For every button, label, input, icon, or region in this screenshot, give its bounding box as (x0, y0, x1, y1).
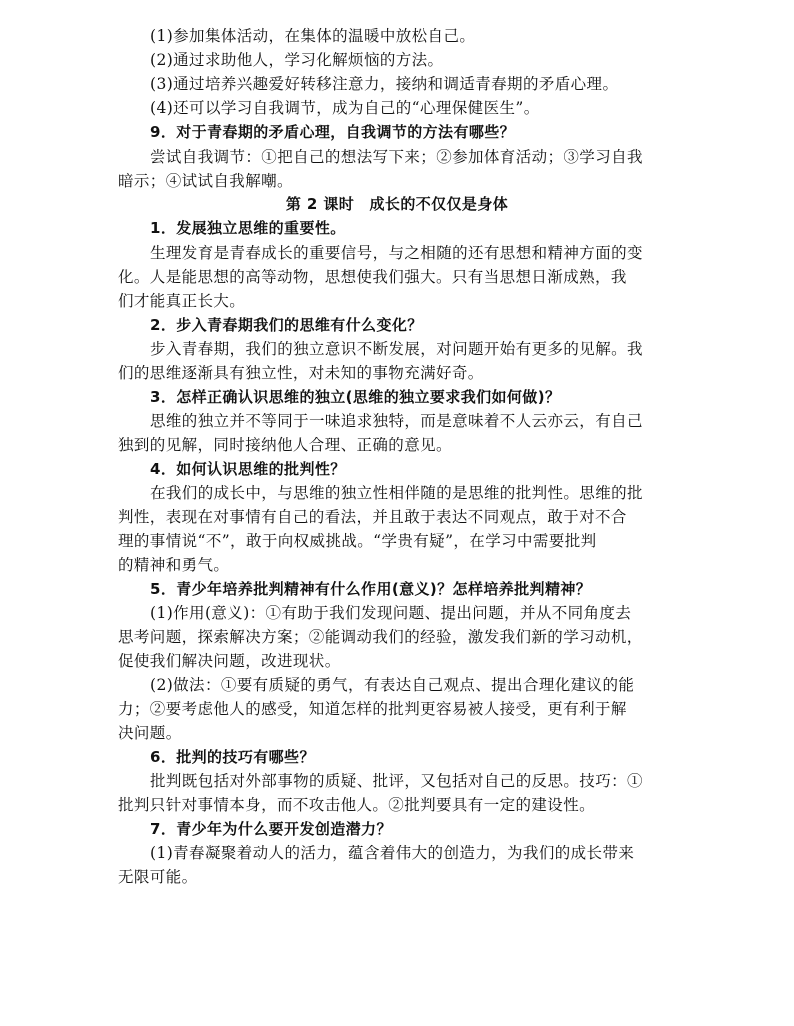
text-line: (1)参加集体活动，在集体的温暖中放松自己。 (150, 27, 476, 45)
text-line: 暗示；④试试自我解嘲。 (118, 172, 293, 190)
question-heading: 4．如何认识思维的批判性？ (150, 460, 346, 478)
text-line: 们的思维逐渐具有独立性，对未知的事物充满好奇。 (118, 364, 484, 382)
text-line: 生理发育是青春成长的重要信号，与之相随的还有思想和精神方面的变 (150, 244, 643, 262)
question-heading: 3．怎样正确认识思维的独立(思维的独立要求我们如何做)？ (150, 388, 561, 406)
text-line: 步入青春期，我们的独立意识不断发展，对问题开始有更多的见解。我 (150, 340, 643, 358)
text-line: (1)作用(意义)：①有助于我们发现问题、提出问题，并从不同角度去 (150, 604, 632, 622)
question-heading: 6．批判的技巧有哪些？ (150, 748, 315, 766)
text-line: 促使我们解决问题，改进现状。 (118, 652, 341, 670)
text-line: 在我们的成长中，与思维的独立性相伴随的是思维的批判性。思维的批 (150, 484, 643, 502)
text-line: (4)还可以学习自我调节，成为自己的“心理保健医生”。 (150, 99, 540, 117)
text-line: (2)通过求助他人，学习化解烦恼的方法。 (150, 51, 444, 69)
text-line: 的精神和勇气。 (118, 556, 230, 574)
text-line: 思维的独立并不等同于一味追求独特，而是意味着不人云亦云，有自己 (150, 412, 643, 430)
text-line: 判性，表现在对事情有自己的看法，并且敢于表达不同观点，敢于对不合 (118, 508, 627, 526)
text-line: 无限可能。 (118, 868, 198, 886)
text-line: 理的事情说“不”，敢于向权威挑战。“学贵有疑”，在学习中需要批判 (118, 532, 597, 550)
text-line: (2)做法：①要有质疑的勇气，有表达自己观点、提出合理化建议的能 (150, 676, 635, 694)
text-line: (1)青春凝聚着动人的活力，蕴含着伟大的创造力，为我们的成长带来 (150, 844, 635, 862)
question-heading: 9．对于青春期的矛盾心理，自我调节的方法有哪些？ (150, 123, 516, 141)
text-line: (3)通过培养兴趣爱好转移注意力，接纳和调适青春期的矛盾心理。 (150, 75, 619, 93)
text-line: 化。人是能思想的高等动物，思想使我们强大。只有当思想日渐成熟，我 (118, 268, 627, 286)
text-line: 批判既包括对外部事物的质疑、批评，又包括对自己的反思。技巧：① (150, 772, 643, 790)
text-line: 思考问题，探索解决方案；②能调动我们的经验，激发我们新的学习动机， (118, 628, 643, 646)
question-heading: 5．青少年培养批判精神有什么作用(意义)？怎样培养批判精神？ (150, 580, 592, 598)
text-line: 们才能真正长大。 (118, 292, 246, 310)
text-line: 决问题。 (118, 724, 182, 742)
question-heading: 1．发展独立思维的重要性。 (150, 219, 346, 237)
text-line: 独到的见解，同时接纳他人合理、正确的意见。 (118, 436, 452, 454)
text-line: 力；②要考虑他人的感受，知道怎样的批判更容易被人接受，更有利于解 (118, 700, 627, 718)
text-line: 尝试自我调节：①把自己的想法写下来；②参加体育活动；③学习自我 (150, 148, 643, 166)
text-line: 批判只针对事情本身，而不攻击他人。②批判要具有一定的建设性。 (118, 796, 596, 814)
question-heading: 2．步入青春期我们的思维有什么变化？ (150, 316, 423, 334)
question-heading: 7．青少年为什么要开发创造潜力？ (150, 820, 392, 838)
section-title: 第 2 课时 成长的不仅仅是身体 (285, 195, 509, 213)
